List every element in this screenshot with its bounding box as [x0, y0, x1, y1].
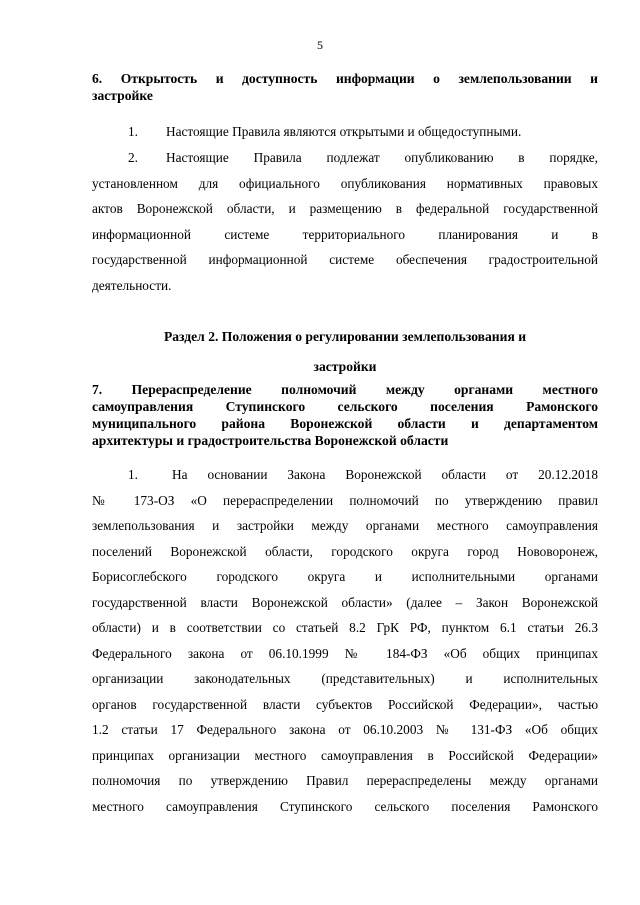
- paragraph-line: полномочия по утверждению Правил перераспределены между органами: [92, 773, 598, 788]
- paragraph-line: государственной власти Воронежской области» (далее – Закон Воронежской: [92, 594, 598, 610]
- paragraph-line: принципах организации местного самоуправления в Российской Федерации»: [92, 747, 598, 763]
- paragraph-line: области) и в соответствии со статьей 8.2 ГрК РФ, пунктом 6.1 статьи 26.3: [92, 620, 598, 635]
- paragraph-line: землепользования и застройки между органами местного самоуправления: [92, 518, 598, 533]
- section-6-item-1: [92, 119, 598, 145]
- paragraph-line: Федерального закона от 06.10.1999 № 184-ФЗ «Об общих принципах: [92, 645, 598, 661]
- paragraph-line: поселений Воронежской области, городского округа город Нововоронеж,: [92, 543, 598, 559]
- item-number: 1.: [128, 467, 138, 482]
- paragraph-line: организации законодательных (представительных) и исполнительных: [92, 671, 598, 686]
- paragraph-line: деятельности.: [92, 277, 172, 293]
- part-2-heading: [92, 322, 598, 382]
- paragraph-line: [92, 145, 598, 171]
- paragraph-line: 1.2 статьи 17 Федерального закона от 06.10.2003 № 131-ФЗ «Об общих: [92, 722, 598, 737]
- section-7-heading: [92, 381, 598, 449]
- section-7-item-1: [92, 462, 598, 819]
- paragraph-line: № 173-ОЗ «О перераспределении полномочий по утверждению правил: [92, 492, 598, 508]
- paragraph: [92, 119, 598, 145]
- section-6-title-line-2: застройке: [92, 88, 153, 103]
- part-2-title-line-2: застройки: [313, 359, 377, 374]
- section-6-item-2: [92, 145, 598, 298]
- paragraph-line: государственной информационной системе обеспечения градостроительной: [92, 252, 598, 267]
- section-7-title-line: 7. Перераспределение полномочий между органами местного: [92, 382, 598, 397]
- section-6: [92, 70, 598, 104]
- paragraph-line: местного самоуправления Ступинского сельского поселения Рамонского: [92, 798, 598, 814]
- section-7-title-line: муниципального района Воронежской области и департаментом: [92, 416, 598, 431]
- page-number: 5: [317, 38, 323, 52]
- paragraph-line: установленном для официального опубликования нормативных правовых: [92, 175, 598, 191]
- paragraph-line: информационной системе территориального планирования и в: [92, 226, 598, 242]
- paragraph-text: Настоящие Правила подлежат опубликованию в порядке,: [166, 150, 598, 165]
- paragraph-line: [92, 462, 598, 488]
- paragraph-line: Борисоглебского городского округа и исполнительными органами: [92, 569, 598, 584]
- paragraph-line: органов государственной власти субъектов Российской Федерации», частью: [92, 696, 598, 712]
- section-6-title-line-1: 6. Открытость и доступность информации о землепользовании и: [92, 71, 598, 86]
- part-2-title-line-1: Раздел 2. Положения о регулировании землепользования и: [163, 329, 527, 344]
- item-number: 2.: [128, 150, 138, 165]
- paragraph-line: актов Воронежской области, и размещению в федеральной государственной: [92, 201, 598, 216]
- section-7-title-line: самоуправления Ступинского сельского поселения Рамонского: [92, 399, 598, 414]
- paragraph-text: На основании Закона Воронежской области от 20.12.2018: [172, 467, 598, 482]
- section-7-title-line: архитектуры и градостроительства Воронежской области: [92, 433, 449, 448]
- item-number: 1.: [128, 124, 138, 139]
- paragraph-text: Настоящие Правила являются открытыми и общедоступными.: [166, 124, 522, 139]
